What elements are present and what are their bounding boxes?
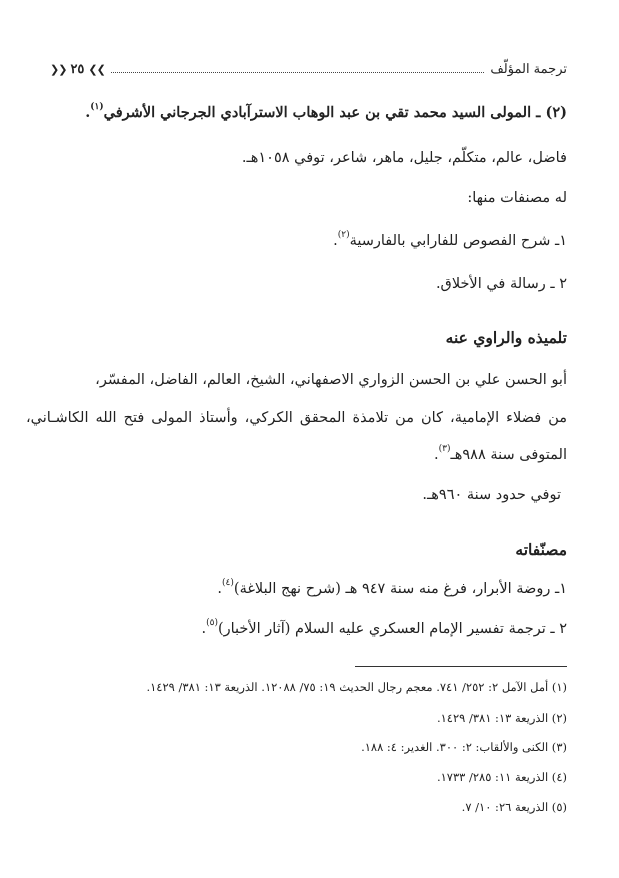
footnote-ref-2[interactable]: (٢): [337, 230, 350, 240]
page-number: ٢٥: [70, 61, 85, 77]
footnote-3: (٣) الكنى والألقاب: ٢: ٣٠٠. الغدير: ٤: ١٨٨.: [361, 740, 567, 754]
student-line-1: أبو الحسن علي بن الحسن الزواري الاصفهاني، الشيخ، العالم، الفاضل، المفسّر،: [95, 372, 567, 388]
header-title: ترجمة المؤلّف: [490, 61, 567, 77]
entry-title: (٢) ـ المولى السيد محمد تقي بن عبد الوهاب الاسترآبادي الجرجاني الأشرفي$^{(١)}$.: [85, 102, 567, 121]
works-item-1: ١ـ روضة الأبرار، فرغ منه سنة ٩٤٧ هـ (شرح نهج البلاغة)$^{(٤)}$.: [217, 578, 567, 597]
footnote-divider: [355, 666, 567, 667]
student-line-3: المتوفى سنة ٩٨٨هـ$^{(٣)}$.: [434, 444, 567, 463]
entry-description: فاضل، عالم، متكلّم، جليل، ماهر، شاعر، توفي ١٠٥٨هـ.: [241, 150, 567, 166]
work-item-1: ١ـ شرح الفصوص للفارابي بالفارسية$^{(٢)}$.: [333, 230, 567, 249]
section-heading-student: تلميذه والراوي عنه: [445, 328, 567, 347]
footnote-ref-4[interactable]: (٤): [222, 578, 234, 588]
works-item-2: ٢ ـ ترجمة تفسير الإمام العسكري عليه السلام (آثار الأخبار)$^{(٥)}$.: [201, 618, 567, 637]
ornament-left-icon: ❮❮: [50, 62, 67, 76]
footnote-1: (١) أمل الآمل ٢: ٢٥٢/ ٧٤١. معجم رجال الحديث ١٩: ٧٥/ ١٢٠٨٨. الذريعة ١٣: ٣٨١/ ١٤٢٩.: [146, 680, 567, 694]
work-item-2: ٢ ـ رسالة في الأخلاق.: [435, 276, 567, 292]
student-line-2: من فضلاء الإمامية، كان من تلامذة المحقق الكركي، وأستاذ المولى فتح الله الكاشـاني،: [26, 410, 567, 426]
header-dotted-leader: [111, 71, 484, 73]
footnote-4: (٤) الذريعة ١١: ٢٨٥/ ١٧٣٣.: [436, 770, 567, 784]
footnote-ref-3[interactable]: (٣): [438, 444, 451, 454]
footnote-ref-1[interactable]: (١): [90, 102, 104, 113]
running-header: [50, 58, 567, 80]
footnote-ref-5[interactable]: (٥): [206, 618, 218, 628]
student-death: توفي حدود سنة ٩٦٠هـ.: [422, 487, 561, 503]
footnote-5: (٥) الذريعة ٢٦: ١٠/ ٧.: [461, 800, 567, 814]
section-heading-works: مصنّفاته: [515, 540, 567, 559]
page-number-box: [50, 62, 105, 77]
ornament-right-icon: ❯❯: [88, 62, 105, 76]
works-label: له مصنفات منها:: [467, 190, 567, 206]
footnote-2: (٢) الذريعة ١٣: ٣٨١/ ١٤٢٩.: [436, 711, 567, 725]
